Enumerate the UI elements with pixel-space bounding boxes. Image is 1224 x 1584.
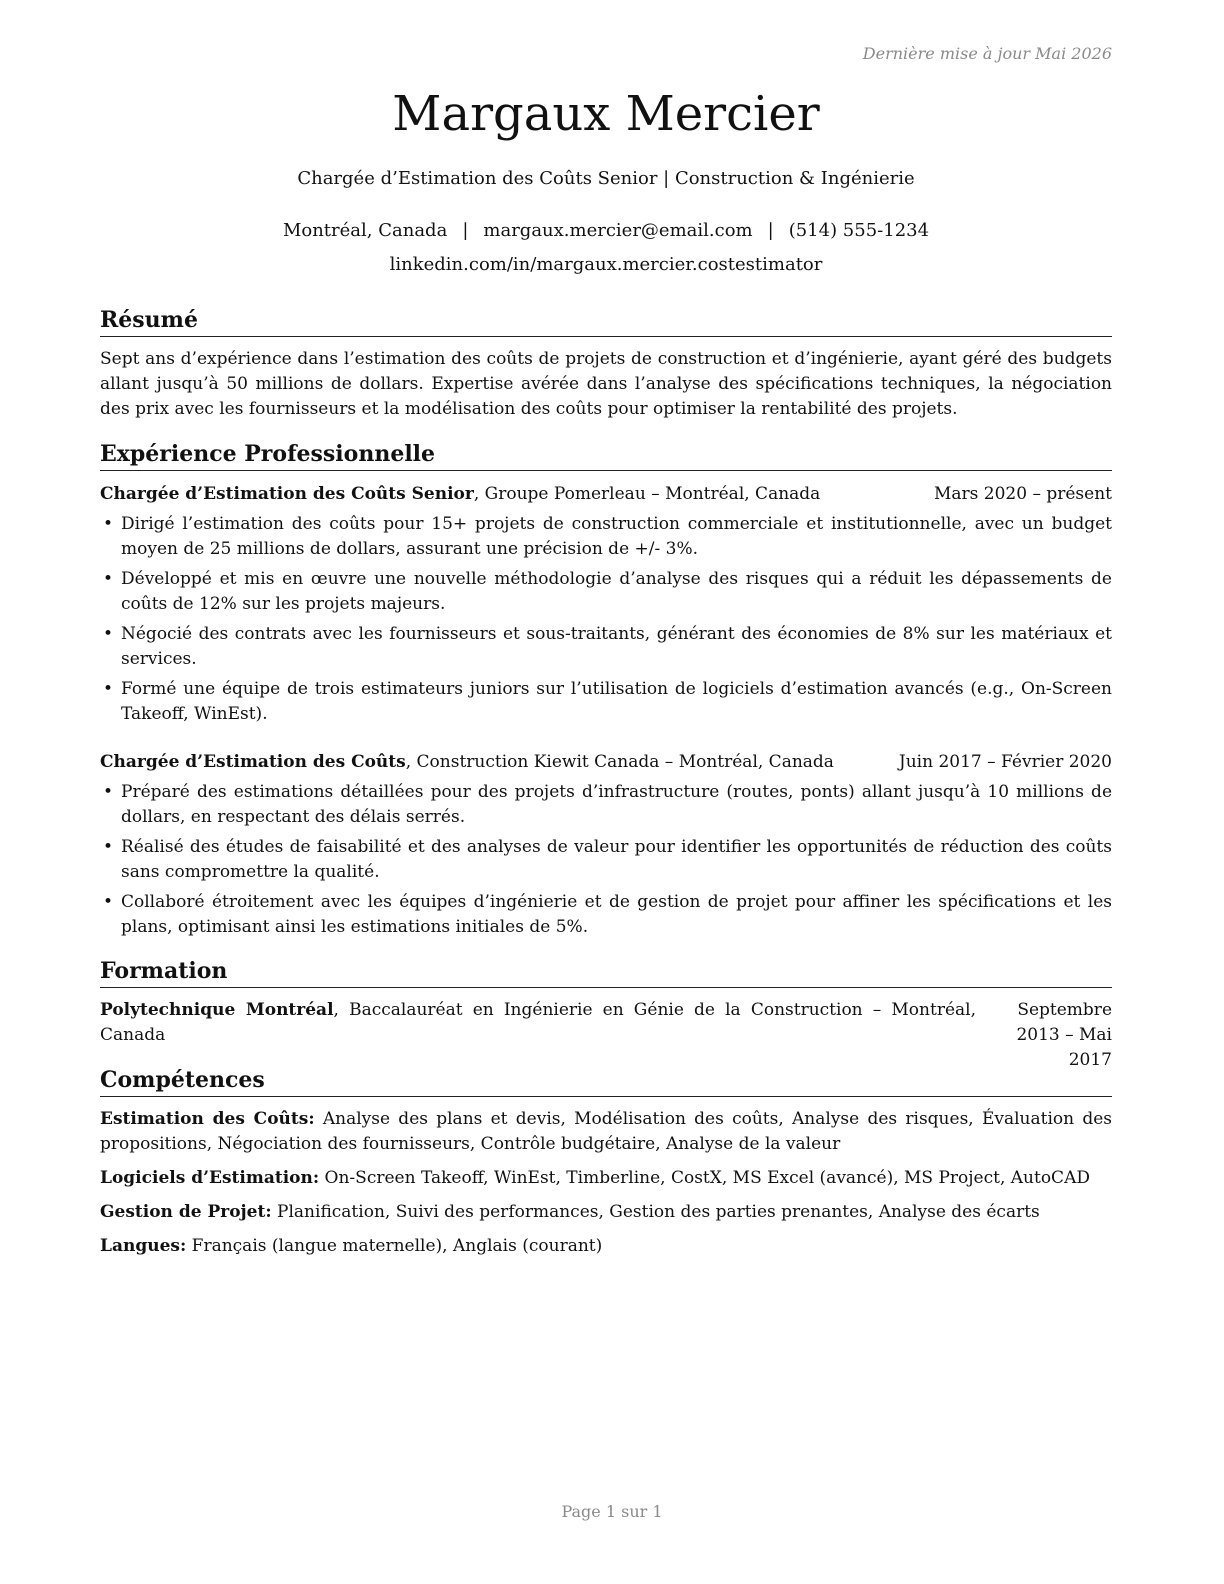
skill-row [100,1200,1112,1225]
skill-value: Français (langue maternelle), Anglais (courant) [186,1236,603,1256]
skill-value: Planification, Suivi des performances, Gestion des parties prenantes, Analyse des écarts [271,1202,1040,1222]
last-updated: Dernière mise à jour Mai 2026 [862,44,1112,63]
bullet-icon: • [103,892,114,912]
bullet-icon: • [103,837,114,857]
section-title-summary: Résumé [100,306,1112,337]
linkedin-link[interactable]: linkedin.com/in/margaux.mercier.costestimator [389,254,823,275]
contact-line [100,220,1112,241]
list-item: • Préparé des estimations détaillées pour des projets d’infrastructure (routes, ponts) allant jusqu’à 10 millions de dollars, en respectant des délais serrés. [103,782,1112,827]
education-dates: Septembre 2013 – Mai 2017 [1016,1000,1112,1070]
section-title-experience: Expérience Professionnelle [100,440,1112,471]
skill-label: Logiciels d’Estimation: [100,1168,320,1188]
summary-text: Sept ans d’expérience dans l’estimation des coûts de projets de construction et d’ingénierie, ayant géré des budgets allant jusqu’à 50 millions de dollars. Expertise avérée dans l’analyse des spécifications techniques, la négociation des prix avec les fournisseurs et la modélisation des coûts pour optimiser la rentabilité des projets. [100,349,1112,419]
separator: | [462,220,469,241]
job-dates: Mars 2020 – présent [933,484,1112,504]
bullet-icon: • [103,679,114,699]
job-role: Chargée d’Estimation des Coûts Senior [100,484,474,504]
job-company: , Construction Kiewit Canada – Montréal, Canada [405,752,834,772]
list-item: • Formé une équipe de trois estimateurs juniors sur l’utilisation de logiciels d’estimation avancés (e.g., On-Screen Takeoff, WinEst). [103,679,1112,724]
skill-label: Estimation des Coûts: [100,1109,315,1129]
school-name: Polytechnique Montréal [100,1000,334,1020]
skill-value: On-Screen Takeoff, WinEst, Timberline, CostX, MS Excel (avancé), MS Project, AutoCAD [319,1168,1090,1188]
list-item: • Collaboré étroitement avec les équipes d’ingénierie et de gestion de projet pour affiner les spécifications et les plans, optimisant ainsi les estimations initiales de 5%. [103,892,1112,937]
candidate-name: Margaux Mercier [392,86,820,142]
resume-page [100,0,1112,1584]
skill-label: Langues: [100,1236,187,1256]
bullet-icon: • [103,624,114,644]
skill-row [100,1166,1112,1191]
list-item: • Dirigé l’estimation des coûts pour 15+ projets de construction commerciale et institutionnelle, avec un budget moyen de 25 millions de dollars, assurant une précision de +/- 3%. [103,514,1112,559]
job-header [100,482,1112,507]
job-bullets [100,512,1112,732]
bullet-icon: • [103,514,114,534]
skill-label: Gestion de Projet: [100,1202,272,1222]
location: Montréal, Canada [282,220,448,241]
skill-row [100,1107,1112,1157]
tagline: Chargée d’Estimation des Coûts Senior | Construction & Ingénierie [297,168,915,189]
bullet-icon: • [103,782,114,802]
list-item: • Négocié des contrats avec les fournisseurs et sous-traitants, générant des économies de 8% sur les matériaux et services. [103,624,1112,669]
job-company: , Groupe Pomerleau – Montréal, Canada [473,484,821,504]
email-link[interactable]: margaux.mercier@email.com [483,220,753,241]
job-header [100,750,1112,775]
job-dates: Juin 2017 – Février 2020 [898,752,1112,772]
bullet-icon: • [103,569,114,589]
list-item: • Réalisé des études de faisabilité et des analyses de valeur pour identifier les opportunités de réduction des coûts sans compromettre la qualité. [103,837,1112,882]
degree: , Baccalauréat en Ingénierie en Génie de la Construction – Montréal, Canada [100,1000,976,1045]
page-number: Page 1 sur 1 [561,1502,663,1521]
list-item: • Développé et mis en œuvre une nouvelle méthodologie d’analyse des risques qui a réduit les dépassements de coûts de 12% sur les projets majeurs. [103,569,1112,614]
section-title-education: Formation [100,957,1112,988]
phone: (514) 555-1234 [788,220,930,241]
section-title-skills: Compétences [100,1066,1112,1097]
job-bullets [100,780,1112,945]
separator: | [767,220,774,241]
job-role: Chargée d’Estimation des Coûts [100,752,406,772]
skill-value: Analyse des plans et devis, Modélisation des coûts, Analyse des risques, Évaluation des propositions, Négociation des fournisseurs, Contrôle budgétaire, Analyse de la valeur [100,1109,1112,1154]
skill-row [100,1234,1112,1259]
